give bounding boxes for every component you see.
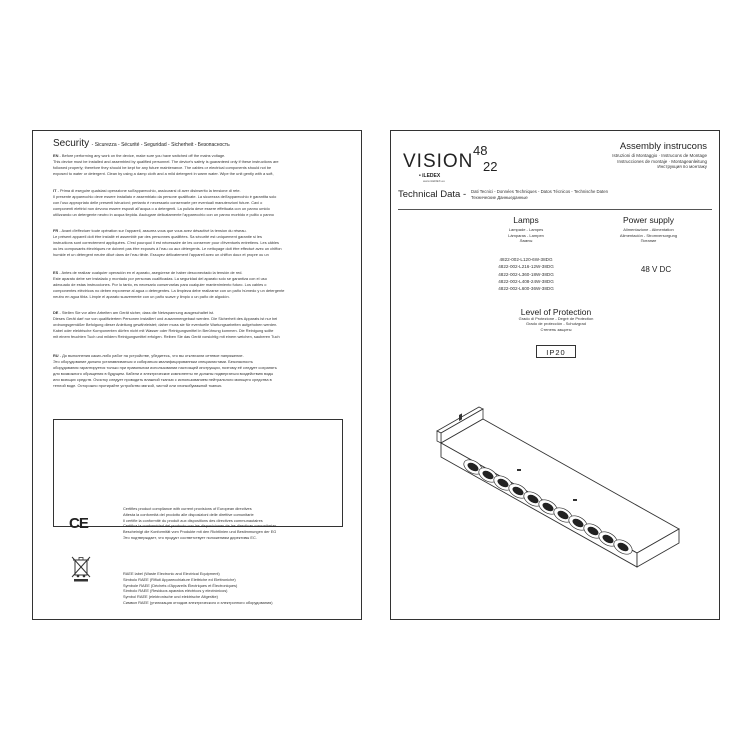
lamp-model: 4822-002-L216-12W-38DG [498,264,554,270]
brand-number-bottom: 22 [483,159,498,174]
ce-mark-icon: CE [69,515,88,532]
weee-bin-icon [71,556,91,582]
lang-block-en: EN - Before performing any work on the device, make sure you have switched off the mains voltage. This device must be installed and assembled by qualified personnel. The device's safety is guaranteed only if these instructions are followed properly; therefore they should be kept for any future maintenance. The cables or electrical components should not be exposed to water or detergent. Clean by using a damp cloth and a mild detergent in warm water. Wipe the unit gently with a soft, [53,153,279,176]
lamps-subtitles: Lampade - Lampes Lámparas - Lampen Лампы [508,227,544,243]
weee-description: RAEE label (Waste Electronic and Electrical Equipment) Simbolo RAEE (Rifiuti Apparecchiature Elettriche ed Elettroniche) Symbole RAEE (Déchets d'Appareils Électriques et Électroniques) Símbolo RAEE (Residuos aparatos eléctricos y electrónicos) Symbol RAEE (elektronische und elektrische Altgeräte) Символ RAEE (утилизация отходов электрического и электронного оборудования) [123,571,273,605]
divider [398,209,712,210]
security-translations: - Sicurezza - Sécurité - Seguridad - Sicherheit - Безопасность [91,142,230,148]
ce-description: Certifies product compliance with current provisions of European directives Attesta la conformità del prodotto alle disposizioni delle direttive comunitarie Il certifie la conformité du produit aux dispositions des directives communautaires Certifica la conformidad del producto con las disposiciones de las directivas comunitarias Bescheinigt die Konformität vom Produkte mit den Richtlinien und Bestimmungen der EG Это подтверждает, что продукт соответствует положениям директивы ЕС. [123,506,277,540]
technical-data-title: Technical Data - [398,189,467,200]
brand-url: www.iLEDEX.eu [423,179,445,183]
assembly-page [390,130,720,620]
lamp-model: 4822-002-L360-18W-38DG [498,271,554,277]
security-page [32,130,362,620]
lamp-model: 4822-002-L600-36W-38DG [498,286,554,292]
protection-title: Level of Protection [520,307,592,317]
lang-block-fr: FR - Avant d'effectuer toute opération sur l'appareil, assurez-vous que vous avez désactivé la tension du réseau. Le présent appareil doit être installé et assemblé par des personnes qualifiées. Sa sécurité est uniquement garantie si les instructions sont correctement appliquées. C'est pourquoi il est nécessaire de les conserver pour d'éventuels entretiens. Les câbles ou les composants électriques ne doivent pas être exposés à l'eau ou aux détergents. Le nettoyage doit être effectué avec un chiffon humide et un détergent neutre dilué dans de l'eau tiède. Essuyez délicatement l'appareil avec un chiffon doux et propre ou un [53,228,282,257]
lang-block-de: DE - Stellen Sie vor allen Arbeiten am Gerät sicher, dass die Netzspannung ausgeschaltet ist. Dieses Gerät darf nur von qualifiziertem Personen installiert und zusammengebaut werden. Die Sicherheit des Apparats ist nur bei ordnungsgemäßer Befolgung dieser Anleitung gewährleistet; daher muss sie für eventuelle Wartungsarbeiten aufgehoben werden. Kabel oder elektrische Komponenten dürfen nicht mit Wasser oder Reinigungsmittel in Berührung kommen. Die Reinigung sollte mit einem feuchten Tuch und mildem Reinigungsmittel erfolgen. Reiben Sie das Gerät vorsichtig mit einem weichen, sauberen Tuch [53,310,280,339]
assembly-title: Assembly instrucons [619,141,707,152]
brand-logo [403,143,523,183]
brand-tag: • iLEDEX [419,173,441,179]
track-light-illustration [421,371,701,571]
protection-subtitles: Grado di Protezione - Degré de Protection Grado de protección - Schutzgrad Степень защиты [518,316,594,332]
lamp-model-list [476,256,576,292]
lamp-model: 4822-002-L408-24W-38DG [498,278,554,284]
lang-block-es: ES - Antes de realizar cualquier operación en el aparato, asegúrese de haber desconectado la tensión de red. Este aparato debe ser instalado y montado por personas cualificadas. La seguridad del aparato solo se garantiza con el uso adecuado de estas instrucciones. Por lo tanto, es necesario conservarlas para cualquier mantenimiento futuro. Los cables o componentes eléctricos no deben exponerse al agua o detergentes. La limpieza debe realizarse con un paño húmedo y un detergente neutro en agua tibia. Limpie el aparato suavemente con un paño suave y limpio o un paño de algodón. [53,270,285,299]
brand-number-top: 48 [473,143,488,158]
assembly-subtitles: Istruzioni di Montaggio · Instrucons de Montage Instrucciones de montaje · Montageanleitung Инструкция по монтажу [612,153,707,170]
lamps-title: Lamps [513,215,539,225]
lamp-model: 4822-002-L120-6W-38DG [499,257,553,262]
security-title: Security [53,138,90,149]
ip-rating-badge: IP20 [536,345,576,358]
voltage-value: 48 V DC [640,265,672,274]
power-supply-title: Power supply [622,215,675,225]
technical-data-subtitles: Dati Tecnici - Données Techniques - Datos Técnicos - Technische Daten Технические Данныеданные [471,189,609,200]
power-supply-subtitles: Alimentazione - Alimentation Alimentación - Stromversorgung Питание [619,227,678,243]
lang-block-it: IT - Prima di eseguire qualsiasi operazione sull'apparecchio, assicurarsi di aver disinserito la tensione di rete. Il presente apparecchio deve essere installato e assemblato da persone qualificate. La sicurezza dell'apparecchio è garantita solo con l'uso appropriato delle presenti istruzioni; pertanto è necessario conservarle per eventuali manutenzioni future. Cavi o componenti elettrici non devono essere esposti all'acqua o a detergenti. La pulizia deve essere effettuata con un panno umido utilizzando un detergente neutro in acqua tiepida. Asciugare delicatamente l'apparecchio con un panno morbido e pulito o panno [53,188,277,217]
brand-name: VISION [403,151,474,172]
lang-block-ru: RU - До выполнения каких-либо работ на устройстве, убедитесь, что вы отключили сетевое напряжение. Это оборудование должно устанавливаться и собираться квалифицированным специалистами. Безопасность оборудования гарантируется только при правильном использовании настоящей инструкции, поэтому её следует сохранять для возможного обращения в будущем. Кабели и электрические компоненты не должны подвергаться воздействию воды или моющих средств. Очистку следует проводить влажной тканью с использованием нейтрального моющего средства в теплой воде. Осторожно протирайте устройство мягкой, чистой или хлопкобумажной тканью. [53,353,277,388]
security-heading [53,138,230,149]
